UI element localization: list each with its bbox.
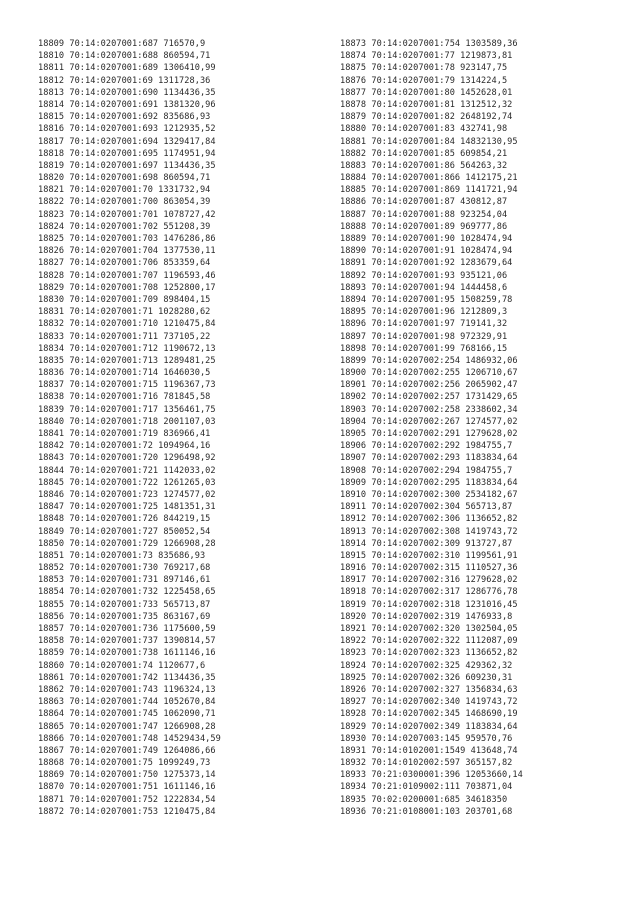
table-row: 18812 70:14:0207001:69 1311728,36 [38,75,211,86]
table-row: 18916 70:14:0207002:315 1110527,36 [340,563,518,574]
table-row: 18818 70:14:0207001:695 1174951,94 [38,148,216,159]
table-row: 18881 70:14:0207001:84 14832130,95 [340,136,518,147]
table-row: 18829 70:14:0207001:708 1252800,17 [38,282,216,293]
table-row: 18857 70:14:0207001:736 1175600,59 [38,624,216,634]
table-row: 18903 70:14:0207002:258 2338602,34 [340,404,518,415]
table-row: 18826 70:14:0207001:704 1377530,11 [38,246,216,257]
table-row: 18859 70:14:0207001:738 1611146,16 [38,648,216,659]
table-row: 18849 70:14:0207001:727 850052,54 [38,526,211,537]
table-row: 18914 70:14:0207002:309 913727,87 [340,538,513,549]
table-row: 18816 70:14:0207001:693 1212935,52 [38,124,216,135]
table-row: 18817 70:14:0207001:694 1329417,84 [38,136,216,147]
table-row: 18886 70:14:0207001:87 430812,87 [340,197,508,208]
table-row: 18867 70:14:0207001:749 1264086,66 [38,745,216,756]
table-row: 18856 70:14:0207001:735 863167,69 [38,611,211,622]
table-row: 18889 70:14:0207001:90 1028474,94 [340,234,513,244]
table-row: 18925 70:14:0207002:326 609230,31 [340,672,513,683]
table-row: 18905 70:14:0207002:291 1279628,02 [340,429,518,439]
table-row: 18843 70:14:0207001:720 1296498,92 [38,453,216,464]
table-row: 18882 70:14:0207001:85 609854,21 [340,148,508,159]
table-row: 18913 70:14:0207002:308 1419743,72 [340,526,518,537]
table-row: 18922 70:14:0207002:322 1112087,09 [340,636,518,647]
table-row: 18915 70:14:0207002:310 1199561,91 [340,550,518,561]
table-row: 18911 70:14:0207002:304 565713,87 [340,502,513,513]
table-row: 18876 70:14:0207001:79 1314224,5 [340,75,508,86]
table-row: 18879 70:14:0207001:82 2648192,74 [340,112,513,123]
table-row: 18931 70:14:0102001:1549 413648,74 [340,745,518,756]
table-row: 18847 70:14:0207001:725 1481351,31 [38,502,216,513]
table-row: 18814 70:14:0207001:691 1381320,96 [38,99,216,110]
table-row: 18890 70:14:0207001:91 1028474,94 [340,246,513,257]
table-row: 18831 70:14:0207001:71 1028280,62 [38,307,211,318]
table-row: 18871 70:14:0207001:752 1222834,54 [38,794,216,805]
table-row: 18935 70:02:0200001:685 34618350 [340,794,508,805]
table-row: 18912 70:14:0207002:306 1136652,82 [340,514,518,525]
table-row: 18858 70:14:0207001:737 1390814,57 [38,636,216,647]
table-row: 18823 70:14:0207001:701 1078727,42 [38,209,216,220]
table-row: 18896 70:14:0207001:97 719141,32 [340,319,508,330]
table-row: 18868 70:14:0207001:75 1099249,73 [38,758,211,769]
table-row: 18837 70:14:0207001:715 1196367,73 [38,380,216,391]
table-row: 18863 70:14:0207001:744 1052670,84 [38,697,216,708]
table-row: 18893 70:14:0207001:94 1444458,6 [340,282,508,293]
table-row: 18833 70:14:0207001:711 737105,22 [38,331,211,342]
table-row: 18894 70:14:0207001:95 1508259,78 [340,294,513,305]
table-row: 18910 70:14:0207002:300 2534182,67 [340,489,518,500]
table-row: 18861 70:14:0207001:742 1134436,35 [38,672,216,683]
table-row: 18870 70:14:0207001:751 1611146,16 [38,782,216,793]
table-row: 18929 70:14:0207002:349 1183834,64 [340,721,518,732]
table-row: 18854 70:14:0207001:732 1225458,65 [38,587,216,598]
table-row: 18883 70:14:0207001:86 564263,32 [340,160,508,171]
table-row: 18852 70:14:0207001:730 769217,68 [38,563,211,574]
table-row: 18888 70:14:0207001:89 969777,86 [340,221,508,232]
table-row: 18850 70:14:0207001:729 1266908,28 [38,538,216,549]
table-row: 18840 70:14:0207001:718 2001107,03 [38,416,216,427]
table-row: 18919 70:14:0207002:318 1231016,45 [340,599,518,610]
table-row: 18928 70:14:0207002:345 1468690,19 [340,709,518,720]
table-row: 18933 70:21:0300001:396 12053660,14 [340,770,523,781]
table-row: 18822 70:14:0207001:700 863054,39 [38,197,211,208]
table-row: 18811 70:14:0207001:689 1306410,99 [38,63,216,74]
right-column [340,38,523,818]
table-row: 18820 70:14:0207001:698 860594,71 [38,173,211,184]
table-row: 18838 70:14:0207001:716 781845,58 [38,392,211,403]
table-row: 18909 70:14:0207002:295 1183834,64 [340,477,518,488]
table-row: 18853 70:14:0207001:731 897146,61 [38,575,211,586]
table-row: 18927 70:14:0207002:340 1419743,72 [340,697,518,708]
left-column [38,38,221,818]
table-row: 18901 70:14:0207002:256 2065902,47 [340,380,518,391]
table-row: 18813 70:14:0207001:690 1134436,35 [38,87,216,98]
table-row: 18878 70:14:0207001:81 1312512,32 [340,99,513,110]
table-row: 18887 70:14:0207001:88 923254,04 [340,209,508,220]
table-row: 18809 70:14:0207001:687 716570,9 [38,39,206,49]
table-row: 18936 70:21:0108001:103 203701,68 [340,806,513,817]
table-row: 18875 70:14:0207001:78 923147,75 [340,63,508,74]
table-row: 18902 70:14:0207002:257 1731429,65 [340,392,518,403]
table-row: 18851 70:14:0207001:73 835686,93 [38,550,206,561]
table-row: 18827 70:14:0207001:706 853359,64 [38,258,211,269]
table-row: 18904 70:14:0207002:267 1274577,02 [340,416,518,427]
table-row: 18917 70:14:0207002:316 1279628,02 [340,575,518,586]
table-row: 18884 70:14:0207001:866 1412175,21 [340,173,518,184]
table-row: 18815 70:14:0207001:692 835686,93 [38,112,211,123]
table-row: 18845 70:14:0207001:722 1261265,03 [38,477,216,488]
table-row: 18880 70:14:0207001:83 432741,98 [340,124,508,135]
table-row: 18908 70:14:0207002:294 1984755,7 [340,465,513,476]
table-row: 18892 70:14:0207001:93 935121,06 [340,270,508,281]
table-row: 18824 70:14:0207001:702 551208,39 [38,221,211,232]
table-row: 18930 70:14:0207003:145 959570,76 [340,733,513,744]
table-row: 18821 70:14:0207001:70 1331732,94 [38,185,211,196]
table-row: 18855 70:14:0207001:733 565713,87 [38,599,211,610]
table-row: 18874 70:14:0207001:77 1219873,81 [340,51,513,62]
table-row: 18839 70:14:0207001:717 1356461,75 [38,404,216,415]
table-row: 18810 70:14:0207001:688 860594,71 [38,51,211,62]
table-row: 18934 70:21:0109002:111 703871,04 [340,782,513,793]
table-row: 18906 70:14:0207002:292 1984755,7 [340,441,513,452]
table-row: 18885 70:14:0207001:869 1141721,94 [340,185,518,196]
table-row: 18926 70:14:0207002:327 1356834,63 [340,684,518,695]
table-row: 18834 70:14:0207001:712 1190672,13 [38,343,216,354]
table-row: 18828 70:14:0207001:707 1196593,46 [38,270,216,281]
table-row: 18848 70:14:0207001:726 844219,15 [38,514,211,525]
table-row: 18872 70:14:0207001:753 1210475,84 [38,806,216,817]
table-row: 18836 70:14:0207001:714 1646030,5 [38,368,211,379]
table-row: 18862 70:14:0207001:743 1196324,13 [38,684,216,695]
table-row: 18932 70:14:0102002:597 365157,82 [340,758,513,769]
table-row: 18921 70:14:0207002:320 1302504,05 [340,624,518,634]
table-row: 18918 70:14:0207002:317 1286776,78 [340,587,518,598]
table-row: 18830 70:14:0207001:709 898404,15 [38,294,211,305]
table-row: 18832 70:14:0207001:710 1210475,84 [38,319,216,330]
table-row: 18895 70:14:0207001:96 1212809,3 [340,307,508,318]
table-row: 18869 70:14:0207001:750 1275373,14 [38,770,216,781]
table-row: 18846 70:14:0207001:723 1274577,02 [38,489,216,500]
table-row: 18842 70:14:0207001:72 1094964,16 [38,441,211,452]
table-row: 18923 70:14:0207002:323 1136652,82 [340,648,518,659]
table-row: 18873 70:14:0207001:754 1303589,36 [340,39,518,49]
table-row: 18907 70:14:0207002:293 1183834,64 [340,453,518,464]
table-row: 18865 70:14:0207001:747 1266908,28 [38,721,216,732]
table-row: 18920 70:14:0207002:319 1476933,8 [340,611,513,622]
table-row: 18877 70:14:0207001:80 1452628,01 [340,87,513,98]
table-row: 18897 70:14:0207001:98 972329,91 [340,331,508,342]
table-row: 18864 70:14:0207001:745 1062090,71 [38,709,216,720]
table-row: 18866 70:14:0207001:748 14529434,59 [38,733,221,744]
table-row: 18841 70:14:0207001:719 836966,41 [38,429,211,439]
table-row: 18825 70:14:0207001:703 1476286,86 [38,234,216,244]
table-row: 18924 70:14:0207002:325 429362,32 [340,660,513,671]
table-row: 18860 70:14:0207001:74 1120677,6 [38,660,206,671]
table-row: 18835 70:14:0207001:713 1289481,25 [38,355,216,366]
table-row: 18844 70:14:0207001:721 1142033,02 [38,465,216,476]
table-row: 18899 70:14:0207002:254 1486932,06 [340,355,518,366]
table-row: 18898 70:14:0207001:99 768166,15 [340,343,508,354]
table-row: 18891 70:14:0207001:92 1283679,64 [340,258,513,269]
table-row: 18819 70:14:0207001:697 1134436,35 [38,160,216,171]
table-row: 18900 70:14:0207002:255 1206710,67 [340,368,518,379]
